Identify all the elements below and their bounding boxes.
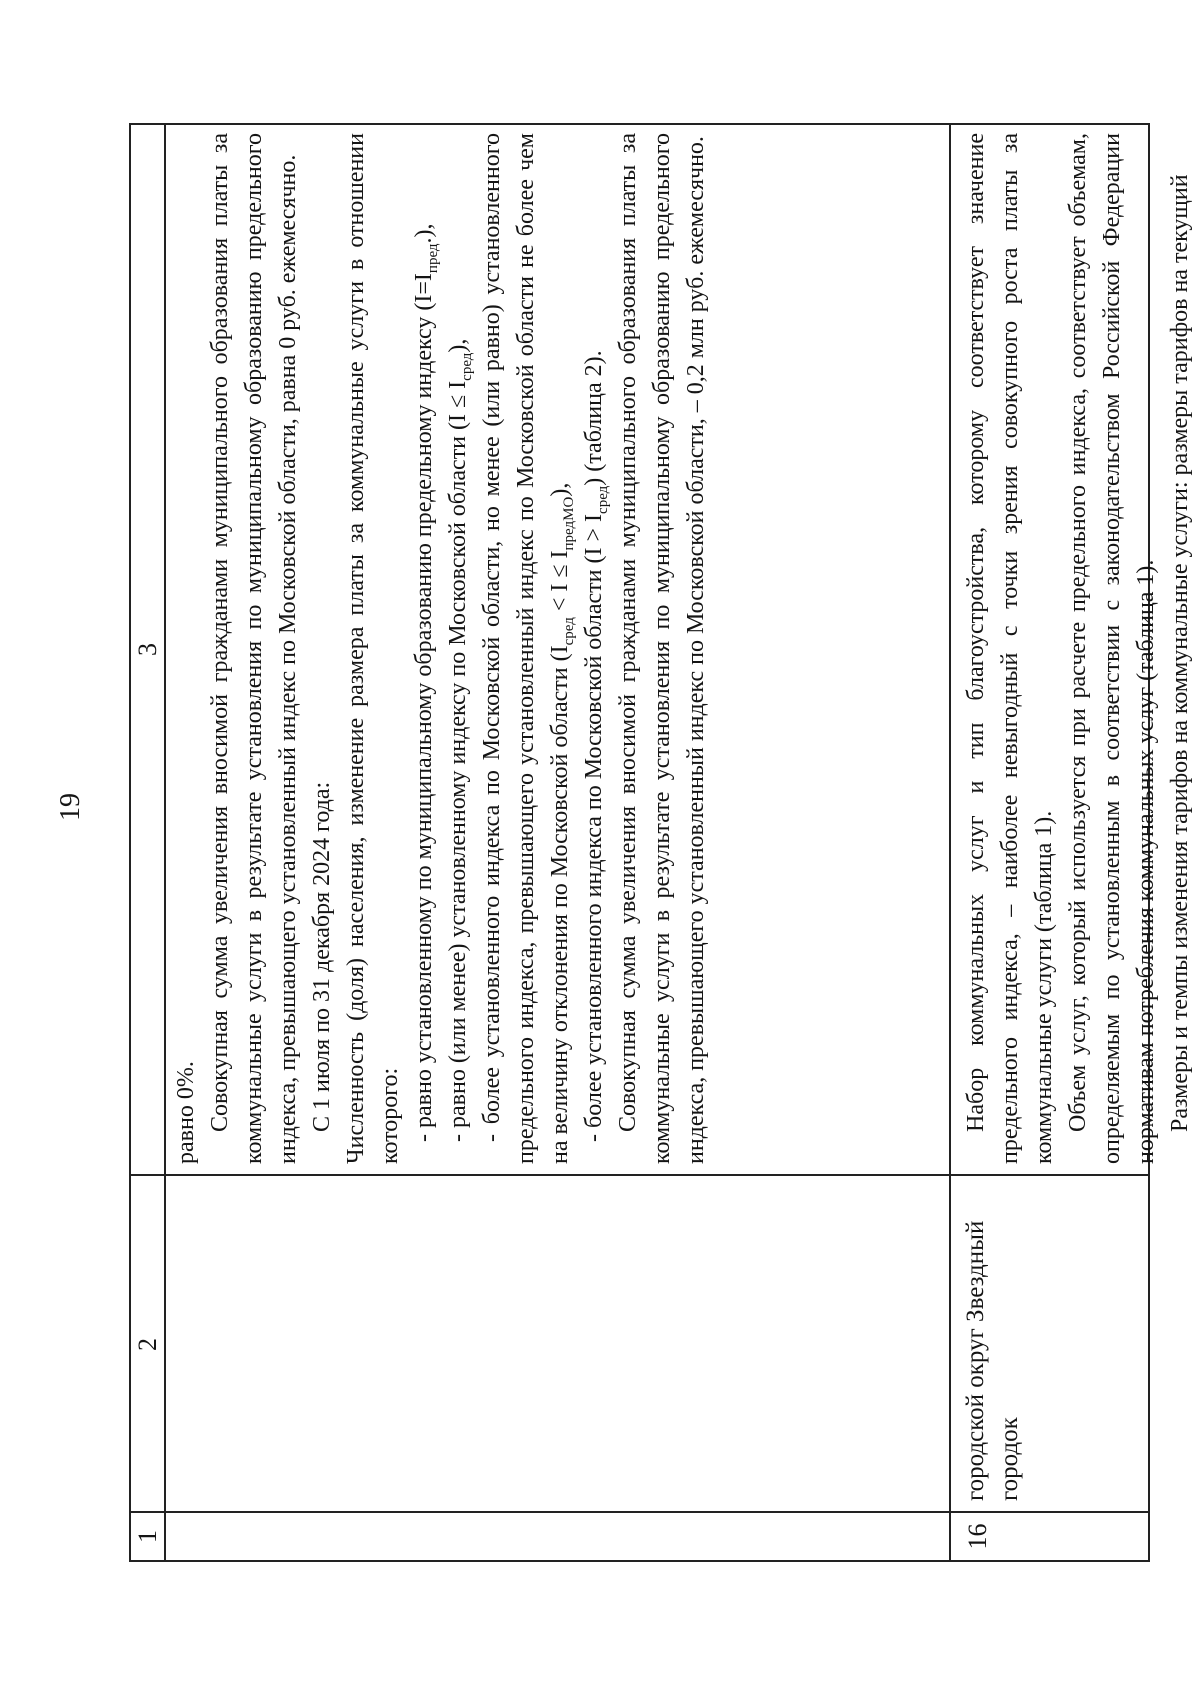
bullet-3: - более установленного индекса по Московской области, но менее (или равно) установленного предельного индекса, превышающего установленный индекс по Московской области не более чем на величину отклонения по Московской области $(I_{сред} < I \le I_{предМО})$, — [479, 133, 577, 1164]
row16-text-1: Набор коммунальных услуг и тип благоустройства, которому соответствует значение предельного индекса, – наиболее невыгодный с точки зрения совокупного роста платы за коммунальные услуги (таблица 1). — [963, 133, 1057, 1164]
bullet-2: - равно (или менее) установленному индексу по Московской области $(I \le I_{сред})$, — [445, 338, 475, 1142]
row-number: 16 — [963, 1523, 992, 1550]
row16-text-2: Объем услуг, который используется при расчете предельного индекса, соответствует объемам, определяемым по установленным в соответствии с законодательством Российской Федерации нормативам потребления коммунальных услуг (таблица 1). — [1065, 133, 1159, 1164]
column-header-1: 1 — [133, 1530, 162, 1543]
column-header-3: 3 — [133, 643, 162, 656]
continuation-text-3: Численность (доля) населения, изменение размера платы за коммунальные услуги в отношении которого: — [343, 133, 403, 1164]
row16-text-3: Размеры и темпы изменения тарифов на коммунальные услуги: размеры тарифов на текущий — [1167, 174, 1193, 1132]
page-number: 19 — [55, 793, 86, 821]
continuation-text-1: Совокупная сумма увеличения вносимой гражданами муниципального образования платы за коммунальные услуги в результате установления по муниципальному образованию предельного индекса, превышающего установленный индекс по Московской области, равна 0 руб. ежемесячно. — [207, 133, 301, 1164]
continuation-text-0: равно 0%. — [173, 1061, 199, 1164]
bullet-1: - равно установленному по муниципальному образованию предельному индексу $(I=I_{пред}.)$, — [411, 223, 441, 1142]
municipality-name: городской округ Звездный городок — [962, 1220, 1023, 1501]
continuation-cell — [166, 123, 713, 1176]
row16-text-cell — [951, 123, 1197, 1176]
continuation-text-4: Совокупная сумма увеличения вносимой гражданами муниципального образования платы за коммунальные услуги в результате установления по муниципальному образованию предельного индекса, превышающего установленный индекс по Московской области, – 0,2 млн руб. ежемесячно. — [615, 133, 709, 1164]
bullet-4: - более установленного индекса по Московской области $(I > I_{сред})$ (таблица 2). — [581, 350, 611, 1142]
continuation-text-2: С 1 июля по 31 декабря 2024 года: — [309, 781, 335, 1132]
column-header-2: 2 — [133, 1338, 162, 1351]
table — [129, 123, 1193, 1562]
